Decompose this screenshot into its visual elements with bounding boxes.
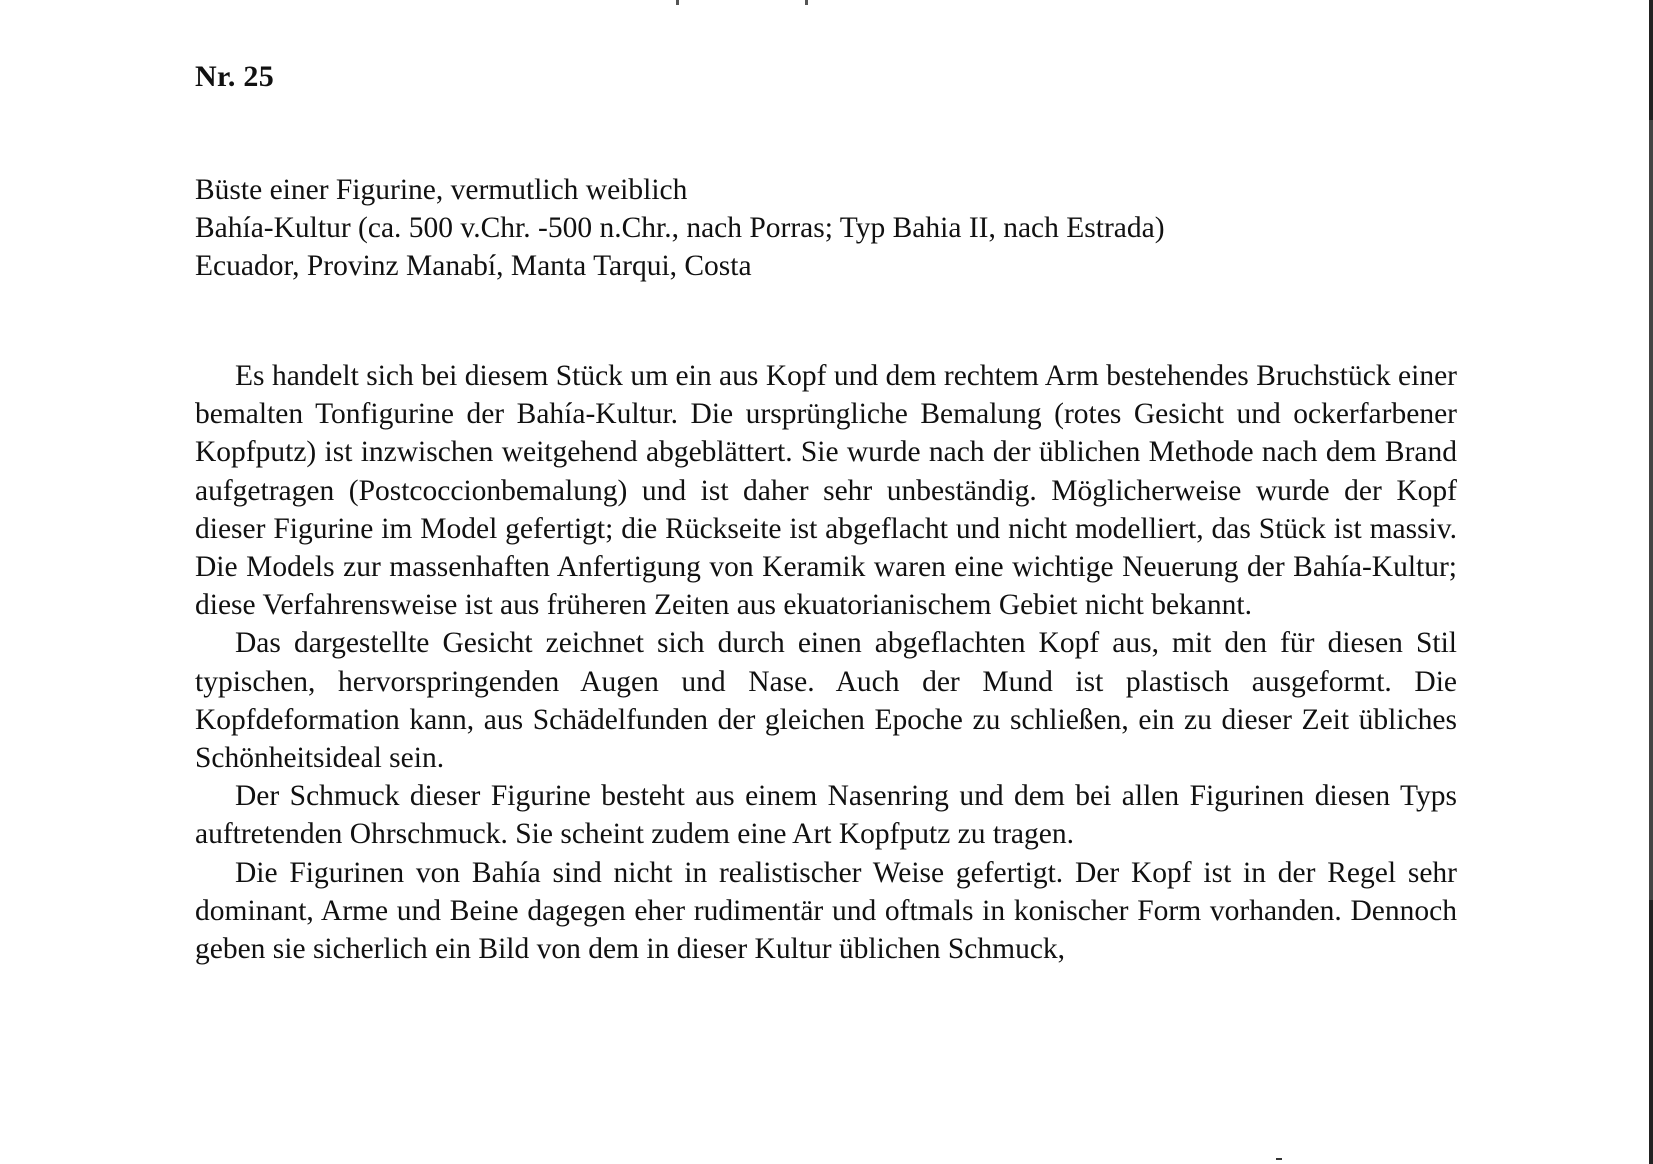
paragraph-4: Die Figurinen von Bahía sind nicht in realistischer Weise gefertigt. Der Kopf ist in der Regel sehr dominant, Arme und Beine dagegen eher rudimentär und oftmals in konischer Form vorhanden. Dennoch geben sie sicherlich ein Bild von dem in dieser Kultur üblichen Schmuck, — [195, 856, 1457, 966]
object-title: Büste einer Figurine, vermutlich weiblich — [195, 174, 688, 206]
object-culture: Bahía-Kultur (ca. 500 v.Chr. -500 n.Chr., nach Porras; Typ Bahia II, nach Estrada) — [195, 212, 1165, 244]
paragraph-3: Der Schmuck dieser Figurine besteht aus einem Nasenring und dem bei allen Figurinen diesen Typs auftretenden Ohrschmuck. Sie scheint zudem eine Art Kopfputz zu tragen. — [195, 780, 1457, 851]
scan-artifact-right-edge — [1649, 0, 1653, 1164]
paragraph-1: Es handelt sich bei diesem Stück um ein aus Kopf und dem rechtem Arm bestehendes Bruchstück einer bemalten Tonfigurine der Bahía-Kultur. Die ursprüngliche Bemalung (rotes Gesicht und ockerfarbener Kopfputz) ist inzwischen weitgehend abgeblättert. Sie wurde nach der üblichen Methode nach dem Brand aufgetragen (Postcoccionbemalung) und ist daher sehr unbeständig. Möglicherweise wurde der Kopf dieser Figurine im Model gefertigt; die Rückseite ist abgeflacht und nicht modelliert, das Stück ist massiv. Die Models zur massenhaften Anfertigung von Keramik waren eine wichtige Neuerung der Bahía-Kultur; diese Verfahrensweise ist aus früheren Zeiten aus ekuatorianischem Gebiet nicht bekannt. — [195, 360, 1457, 622]
description-body — [195, 357, 1457, 968]
object-header — [195, 171, 1495, 285]
paragraph-2: Das dargestellte Gesicht zeichnet sich durch einen abgeflachten Kopf aus, mit den für diesen Stil typischen, hervorspringenden Augen und Nase. Auch der Mund ist plastisch ausgeformt. Die Kopfdeformation kann, aus Schädelfunden der gleichen Epoche zu schließen, ein zu dieser Zeit übliches Schönheitsideal sein. — [195, 627, 1457, 775]
catalog-number: Nr. 25 — [195, 60, 275, 93]
scan-artifact-top — [672, 0, 812, 6]
object-provenance: Ecuador, Provinz Manabí, Manta Tarqui, Costa — [195, 250, 752, 282]
scan-artifact-bottom — [1276, 1158, 1282, 1160]
